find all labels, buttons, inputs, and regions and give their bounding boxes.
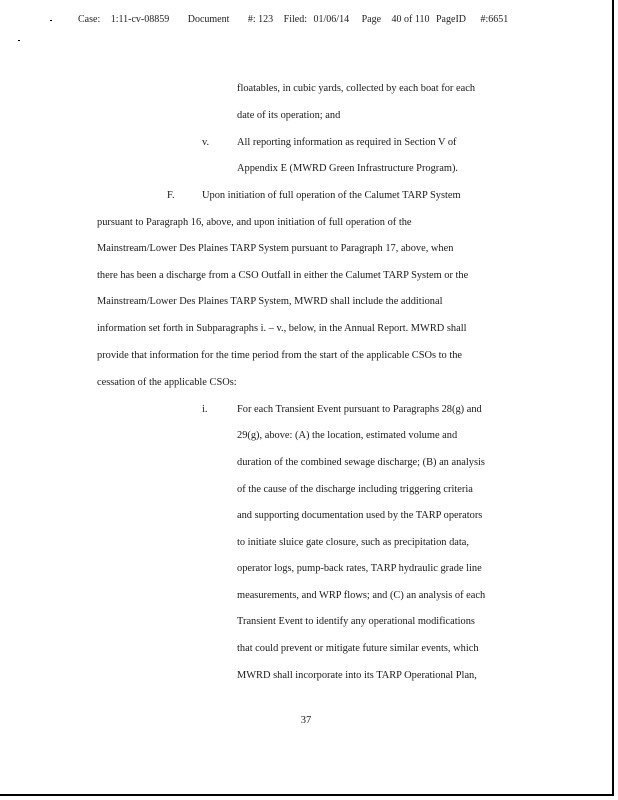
filed-date: 01/06/14: [313, 14, 350, 25]
page-of: 40 of 110: [391, 14, 430, 25]
pageid-label: PageID: [436, 14, 466, 25]
paragraph-f-marker: F.: [167, 190, 175, 201]
text-line: Transient Event to identify any operational modifications: [237, 616, 475, 627]
case-number: 1:11-cv-08859: [110, 14, 170, 25]
text-line: of the cause of the discharge including triggering criteria: [237, 484, 473, 495]
text-line: there has been a discharge from a CSO Outfall in either the Calumet TARP System or the: [97, 270, 469, 281]
filed-label: Filed:: [283, 14, 308, 25]
text-line: and supporting documentation used by the TARP operators: [237, 510, 483, 521]
text-line: that could prevent or mitigate future similar events, which: [237, 643, 479, 654]
scan-speck: [50, 20, 52, 21]
text-line: MWRD shall incorporate into its TARP Operational Plan,: [237, 670, 477, 681]
document-label: Document: [187, 14, 230, 25]
text-line: pursuant to Paragraph 16, above, and upon initiation of full operation of the: [97, 217, 412, 228]
text-line: Upon initiation of full operation of the Calumet TARP System: [202, 190, 461, 201]
text-line: floatables, in cubic yards, collected by each boat for each: [237, 83, 476, 94]
case-label: Case:: [78, 14, 101, 25]
item-v-marker: v.: [202, 137, 210, 148]
item-i-marker: i.: [202, 404, 208, 415]
page-number: 37: [300, 715, 312, 726]
scan-speck: [18, 40, 20, 41]
text-line: measurements, and WRP flows; and (C) an analysis of each: [237, 590, 486, 601]
text-line: information set forth in Subparagraphs i. – v., below, in the Annual Report. MWRD shall: [97, 323, 467, 334]
text-line: All reporting information as required in Section V of: [237, 137, 457, 148]
document-number: #: 123: [247, 14, 274, 25]
pageid-number: #:6651: [480, 14, 509, 25]
text-line: duration of the combined sewage discharge; (B) an analysis: [237, 457, 485, 468]
case-header: [78, 14, 516, 25]
text-line: Mainstream/Lower Des Plaines TARP System, MWRD shall include the additional: [97, 296, 443, 307]
text-line: Appendix E (MWRD Green Infrastructure Program).: [237, 163, 459, 174]
text-line: to initiate sluice gate closure, such as precipitation data,: [237, 537, 469, 548]
text-line: 29(g), above: (A) the location, estimated volume and: [237, 430, 458, 441]
text-line: For each Transient Event pursuant to Paragraphs 28(g) and: [237, 404, 482, 415]
text-line: date of its operation; and: [237, 110, 341, 121]
text-line: cessation of the applicable CSOs:: [97, 377, 237, 388]
page-label: Page: [361, 14, 382, 25]
text-line: Mainstream/Lower Des Plaines TARP System pursuant to Paragraph 17, above, when: [97, 243, 454, 254]
text-line: operator logs, pump-back rates, TARP hydraulic grade line: [237, 563, 482, 574]
text-line: provide that information for the time period from the start of the applicable CSOs to the: [97, 350, 463, 361]
